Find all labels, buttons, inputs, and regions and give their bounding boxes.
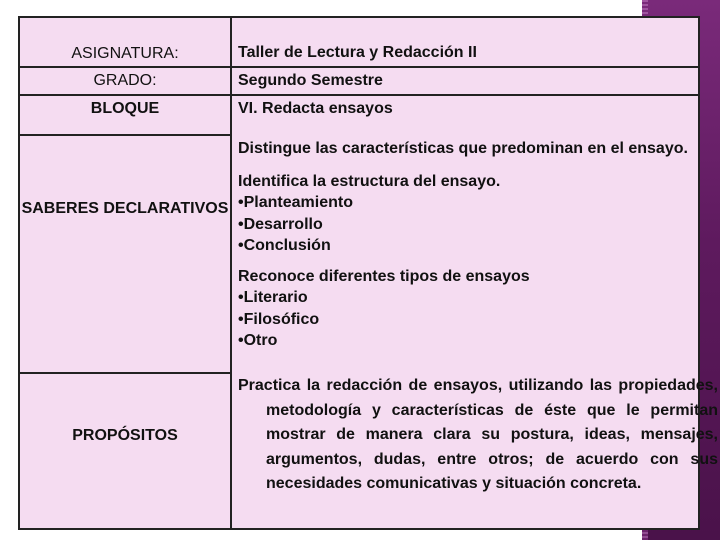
list-item: •Filosófico [238,310,320,328]
asignatura-value: Taller de Lectura y Redacción II [238,44,477,61]
list-item: •Desarrollo [238,215,323,233]
row-divider [20,134,230,136]
bloque-label: BLOQUE [90,100,160,117]
saberes-paragraph-2-title: Identifica la estructura del ensayo. [238,172,501,190]
subject-info-table [18,16,718,530]
saberes-paragraph-3-title: Reconoce diferentes tipos de ensayos [238,267,530,285]
grado-label: GRADO: [93,72,157,89]
asignatura-label: ASIGNATURA: [71,45,179,62]
saberes-paragraph-1: Distingue las características que predominan en el ensayo. [238,140,688,157]
list-item: •Literario [238,289,308,306]
saberes-declarativos-label: SABERES DECLARATIVOS [21,200,229,217]
list-item: •Planteamiento [238,194,353,211]
list-item: •Conclusión [238,237,331,254]
grado-value: Segundo Semestre [238,72,383,89]
propositos-label: PROPÓSITOS [72,427,178,444]
list-item: •Otro [238,332,278,349]
propositos-text: Practica la redacción de ensayos, utilizando las propiedades, metodología y características de éste que le permitan mostrar de manera clara su postura, ideas, mensajes, argumentos, dudas, entre otros; de acuerdo con sus necesidades comunicativas y situación concreta. [238,377,718,492]
row-divider [20,372,230,374]
saberes-content [238,138,690,352]
bloque-value: VI. Redacta ensayos [238,100,393,117]
